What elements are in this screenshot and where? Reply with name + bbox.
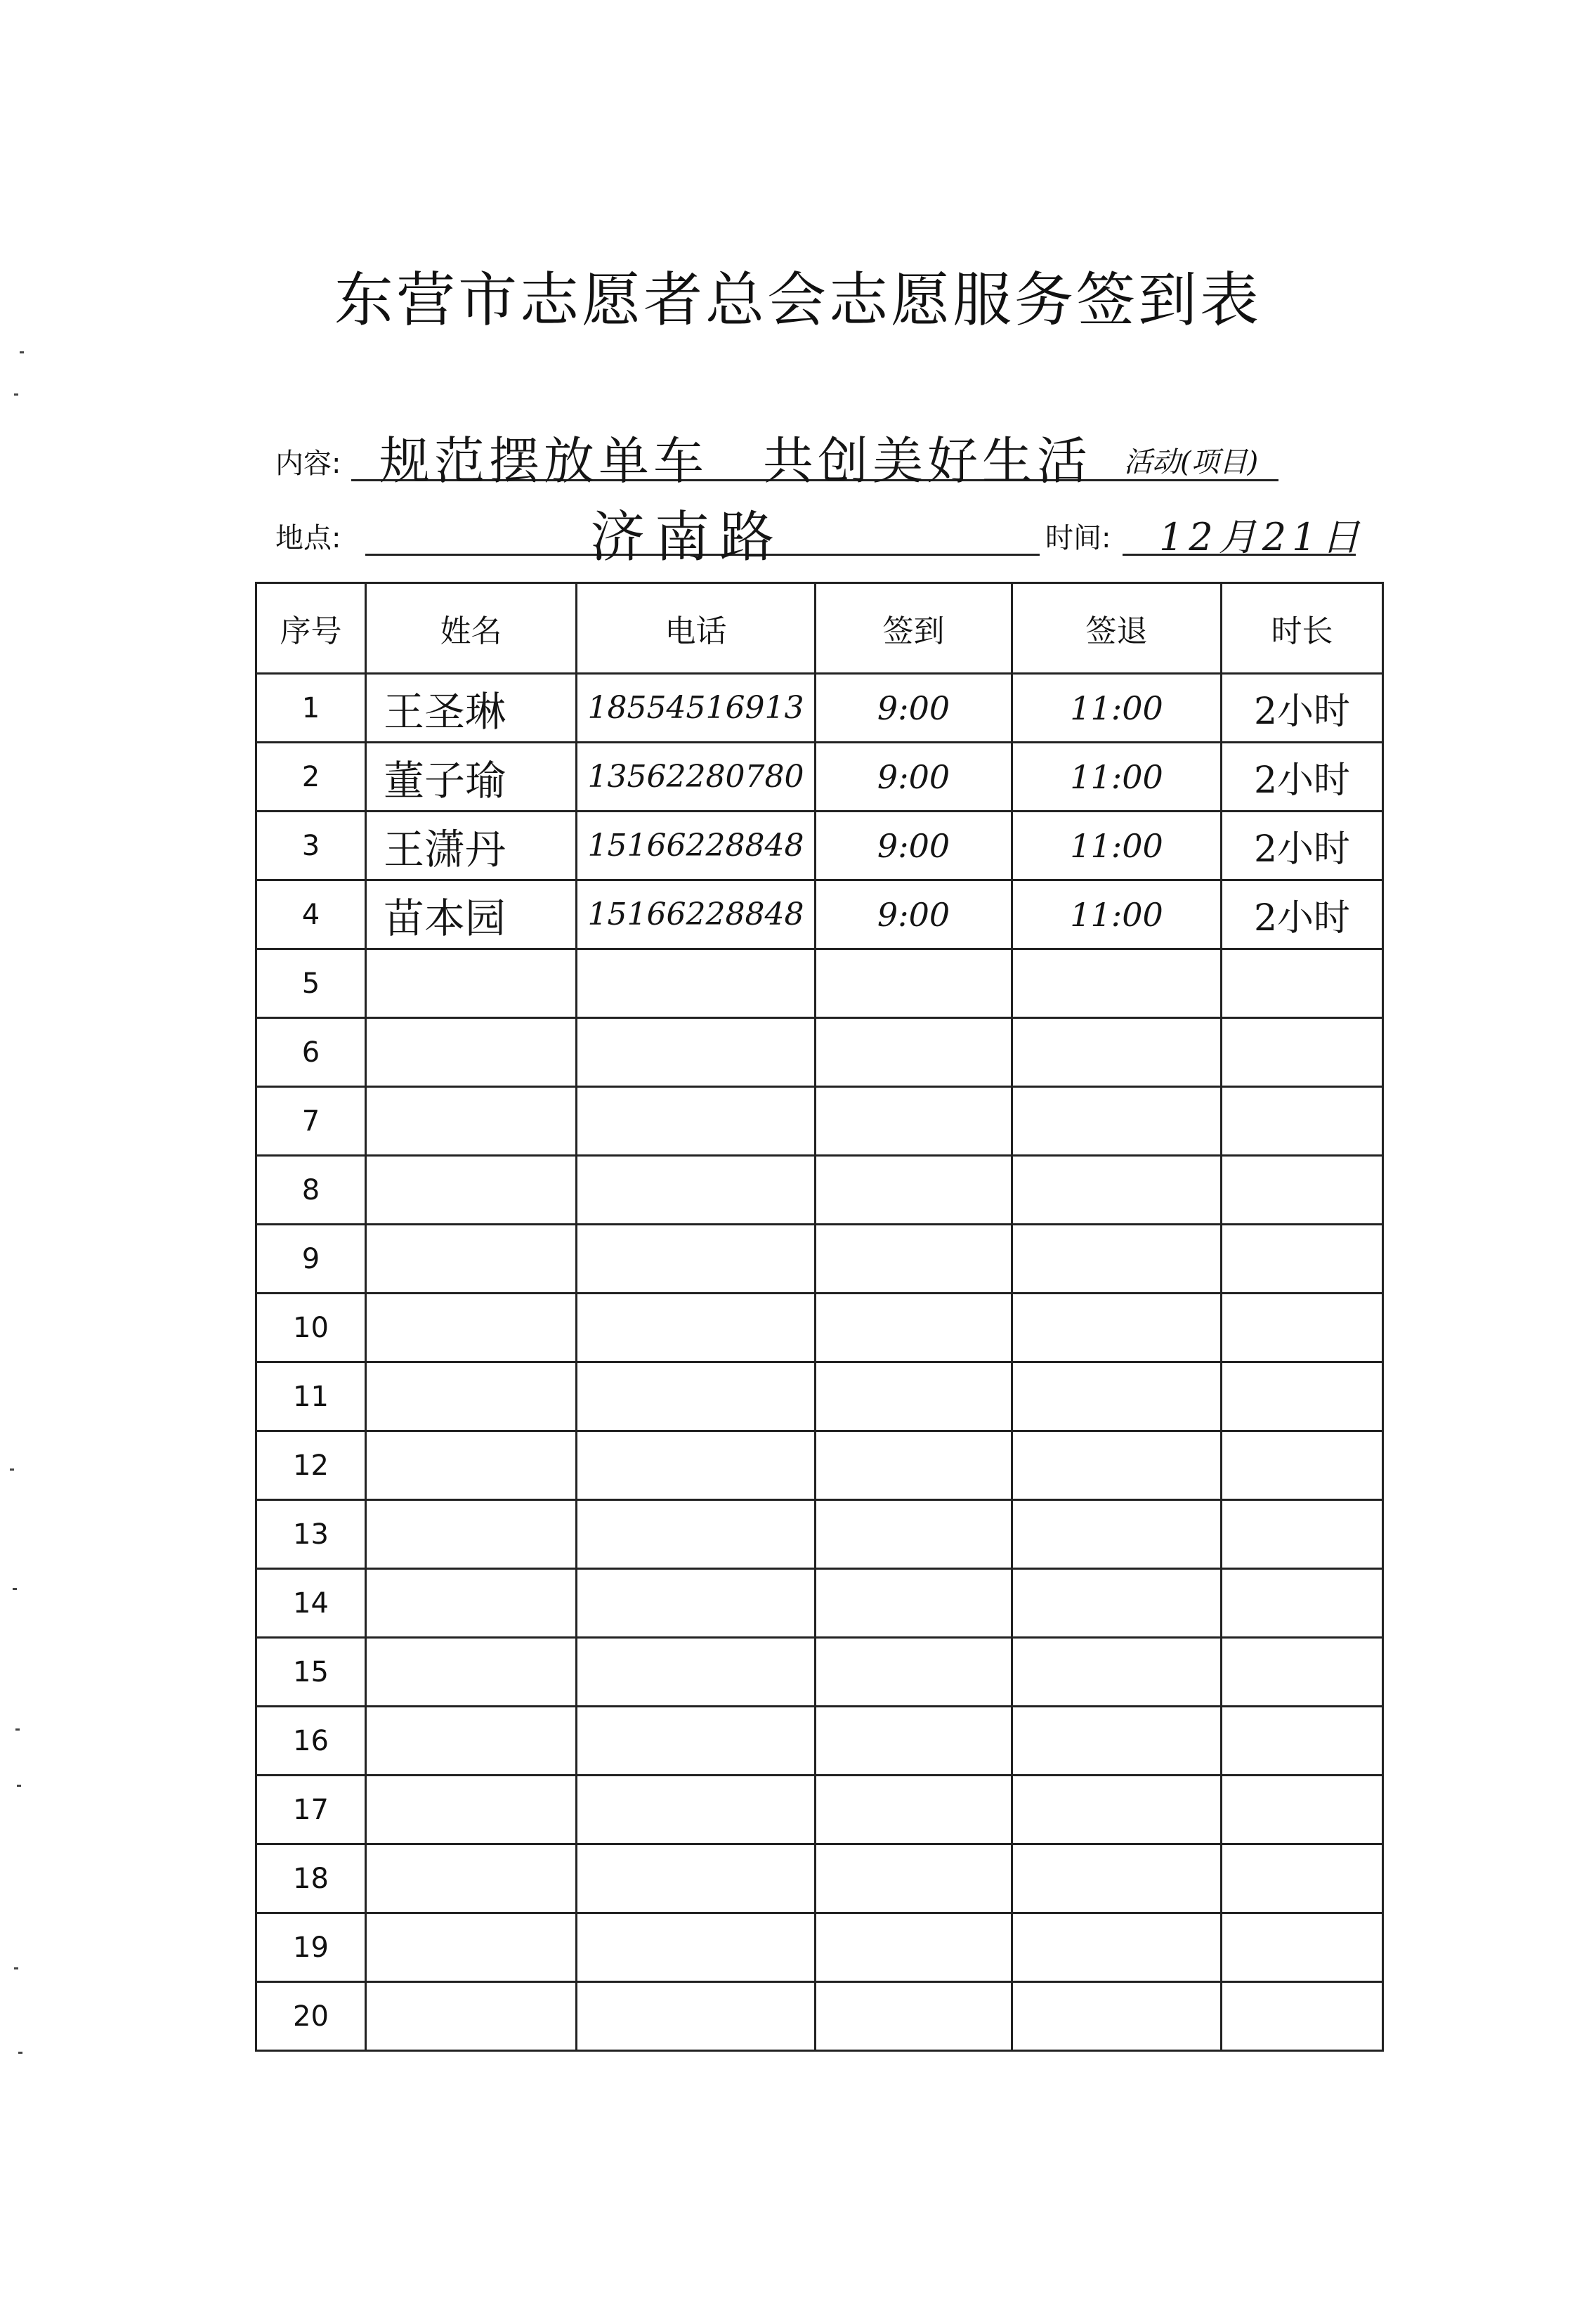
location-handwriting: 济南路 bbox=[590, 506, 785, 569]
cell-sign-in bbox=[816, 1500, 1012, 1569]
cell-phone bbox=[577, 1844, 816, 1913]
cell-seq: 16 bbox=[256, 1707, 366, 1776]
content-handwriting: 规范摆放单车 共创美好生活 bbox=[379, 431, 1092, 490]
cell-sign-in bbox=[816, 949, 1012, 1018]
cell-sign-in bbox=[816, 1294, 1012, 1362]
cell-sign-in bbox=[816, 1569, 1012, 1638]
cell-seq: 3 bbox=[256, 812, 366, 880]
cell-phone bbox=[577, 1982, 816, 2051]
table-row bbox=[256, 1638, 1383, 1707]
cell-seq: 5 bbox=[256, 949, 366, 1018]
cell-sign-in bbox=[816, 1638, 1012, 1707]
cell-phone bbox=[577, 1294, 816, 1362]
cell-seq: 1 bbox=[256, 674, 366, 743]
table-row bbox=[256, 1569, 1383, 1638]
cell-sign-in: 9:00 bbox=[816, 743, 1012, 812]
cell-name: 王圣琳 bbox=[366, 674, 577, 743]
table-row bbox=[256, 1844, 1383, 1913]
cell-phone bbox=[577, 1225, 816, 1294]
cell-sign-out: 11:00 bbox=[1012, 743, 1222, 812]
location-label: 地点: bbox=[275, 522, 341, 554]
cell-duration bbox=[1222, 1087, 1383, 1156]
content-label: 内容: bbox=[275, 448, 341, 480]
cell-name: 董子瑜 bbox=[366, 743, 577, 812]
time-handwriting: 12月21日 bbox=[1159, 515, 1366, 559]
cell-sign-out: 11:00 bbox=[1012, 674, 1222, 743]
cell-sign-in bbox=[816, 1776, 1012, 1844]
cell-sign-out bbox=[1012, 1569, 1222, 1638]
cell-seq: 17 bbox=[256, 1776, 366, 1844]
cell-duration bbox=[1222, 949, 1383, 1018]
cell-sign-out bbox=[1012, 1431, 1222, 1500]
scan-speck bbox=[13, 1588, 17, 1590]
cell-seq: 4 bbox=[256, 880, 366, 949]
cell-name bbox=[366, 1431, 577, 1500]
table-row bbox=[256, 1500, 1383, 1569]
cell-name bbox=[366, 1362, 577, 1431]
cell-seq: 8 bbox=[256, 1156, 366, 1225]
table-row bbox=[256, 743, 1383, 812]
cell-phone bbox=[577, 1087, 816, 1156]
cell-phone bbox=[577, 949, 816, 1018]
cell-sign-in bbox=[816, 1225, 1012, 1294]
cell-name bbox=[366, 1844, 577, 1913]
cell-duration bbox=[1222, 1431, 1383, 1500]
cell-sign-out bbox=[1012, 1707, 1222, 1776]
cell-name bbox=[366, 1569, 577, 1638]
cell-sign-in bbox=[816, 1362, 1012, 1431]
scan-speck bbox=[15, 1728, 20, 1731]
header-duration: 时长 bbox=[1222, 583, 1383, 674]
cell-sign-in bbox=[816, 1982, 1012, 2051]
table-row bbox=[256, 1225, 1383, 1294]
cell-sign-out bbox=[1012, 1225, 1222, 1294]
cell-seq: 10 bbox=[256, 1294, 366, 1362]
cell-phone: 13562280780 bbox=[577, 743, 816, 812]
form-title: 东营市志愿者总会志愿服务签到表 bbox=[334, 266, 1262, 334]
cell-phone bbox=[577, 1362, 816, 1431]
cell-name bbox=[366, 1913, 577, 1982]
cell-phone bbox=[577, 1156, 816, 1225]
cell-name bbox=[366, 1500, 577, 1569]
sign-in-table bbox=[255, 582, 1384, 2052]
cell-duration bbox=[1222, 1844, 1383, 1913]
cell-phone bbox=[577, 1500, 816, 1569]
time-label: 时间: bbox=[1045, 522, 1111, 554]
cell-name bbox=[366, 1294, 577, 1362]
cell-sign-in bbox=[816, 1707, 1012, 1776]
scan-speck bbox=[10, 1468, 14, 1471]
cell-sign-out bbox=[1012, 1018, 1222, 1087]
cell-phone: 15166228848 bbox=[577, 812, 816, 880]
table-row bbox=[256, 1776, 1383, 1844]
cell-duration bbox=[1222, 1018, 1383, 1087]
table-row bbox=[256, 1362, 1383, 1431]
cell-sign-out bbox=[1012, 1362, 1222, 1431]
cell-sign-in bbox=[816, 1844, 1012, 1913]
cell-duration bbox=[1222, 1362, 1383, 1431]
scan-speck bbox=[17, 1785, 21, 1787]
table-row bbox=[256, 674, 1383, 743]
cell-sign-out bbox=[1012, 1087, 1222, 1156]
cell-seq: 2 bbox=[256, 743, 366, 812]
cell-duration: 2小时 bbox=[1222, 812, 1383, 880]
table-row bbox=[256, 1913, 1383, 1982]
cell-name: 苗本园 bbox=[366, 880, 577, 949]
table-row bbox=[256, 1156, 1383, 1225]
table-row bbox=[256, 1294, 1383, 1362]
cell-duration: 2小时 bbox=[1222, 674, 1383, 743]
header-sign-out: 签退 bbox=[1012, 583, 1222, 674]
cell-duration bbox=[1222, 1982, 1383, 2051]
cell-seq: 13 bbox=[256, 1500, 366, 1569]
table-header-row bbox=[256, 583, 1383, 674]
cell-sign-in bbox=[816, 1913, 1012, 1982]
cell-sign-in: 9:00 bbox=[816, 812, 1012, 880]
cell-sign-out bbox=[1012, 1638, 1222, 1707]
table-row bbox=[256, 1431, 1383, 1500]
cell-phone bbox=[577, 1431, 816, 1500]
table-row bbox=[256, 1018, 1383, 1087]
cell-name bbox=[366, 1982, 577, 2051]
cell-sign-in bbox=[816, 1018, 1012, 1087]
cell-duration bbox=[1222, 1913, 1383, 1982]
cell-seq: 7 bbox=[256, 1087, 366, 1156]
cell-duration bbox=[1222, 1776, 1383, 1844]
cell-name: 王潇丹 bbox=[366, 812, 577, 880]
cell-seq: 12 bbox=[256, 1431, 366, 1500]
cell-phone bbox=[577, 1707, 816, 1776]
cell-name bbox=[366, 1707, 577, 1776]
cell-seq: 19 bbox=[256, 1913, 366, 1982]
cell-seq: 14 bbox=[256, 1569, 366, 1638]
cell-seq: 11 bbox=[256, 1362, 366, 1431]
cell-sign-in bbox=[816, 1431, 1012, 1500]
cell-seq: 20 bbox=[256, 1982, 366, 2051]
cell-seq: 18 bbox=[256, 1844, 366, 1913]
cell-sign-in: 9:00 bbox=[816, 674, 1012, 743]
scan-speck bbox=[14, 393, 18, 396]
cell-phone bbox=[577, 1638, 816, 1707]
cell-duration: 2小时 bbox=[1222, 880, 1383, 949]
table-row bbox=[256, 1087, 1383, 1156]
cell-phone bbox=[577, 1776, 816, 1844]
header-name: 姓名 bbox=[366, 583, 577, 674]
cell-sign-in: 9:00 bbox=[816, 880, 1012, 949]
cell-sign-out bbox=[1012, 949, 1222, 1018]
scan-speck bbox=[20, 351, 24, 353]
cell-name bbox=[366, 1087, 577, 1156]
cell-seq: 6 bbox=[256, 1018, 366, 1087]
cell-duration bbox=[1222, 1156, 1383, 1225]
cell-sign-out bbox=[1012, 1156, 1222, 1225]
header-seq: 序号 bbox=[256, 583, 366, 674]
cell-phone: 18554516913 bbox=[577, 674, 816, 743]
cell-sign-out bbox=[1012, 1776, 1222, 1844]
cell-phone: 15166228848 bbox=[577, 880, 816, 949]
cell-duration bbox=[1222, 1707, 1383, 1776]
table-row bbox=[256, 812, 1383, 880]
cell-sign-out: 11:00 bbox=[1012, 880, 1222, 949]
cell-duration bbox=[1222, 1225, 1383, 1294]
cell-phone bbox=[577, 1018, 816, 1087]
cell-name bbox=[366, 1638, 577, 1707]
cell-duration bbox=[1222, 1500, 1383, 1569]
scan-speck bbox=[14, 1967, 18, 1969]
header-sign-in: 签到 bbox=[816, 583, 1012, 674]
cell-sign-out: 11:00 bbox=[1012, 812, 1222, 880]
cell-sign-in bbox=[816, 1156, 1012, 1225]
table-row bbox=[256, 1982, 1383, 2051]
cell-duration: 2小时 bbox=[1222, 743, 1383, 812]
table-row bbox=[256, 1707, 1383, 1776]
table-row bbox=[256, 949, 1383, 1018]
cell-sign-out bbox=[1012, 1844, 1222, 1913]
cell-duration bbox=[1222, 1569, 1383, 1638]
header-phone: 电话 bbox=[577, 583, 816, 674]
cell-sign-in bbox=[816, 1087, 1012, 1156]
cell-seq: 9 bbox=[256, 1225, 366, 1294]
cell-name bbox=[366, 1156, 577, 1225]
cell-phone bbox=[577, 1569, 816, 1638]
table-row bbox=[256, 880, 1383, 949]
cell-name bbox=[366, 1225, 577, 1294]
suffix-underline bbox=[1124, 479, 1278, 481]
cell-seq: 15 bbox=[256, 1638, 366, 1707]
cell-name bbox=[366, 949, 577, 1018]
cell-sign-out bbox=[1012, 1913, 1222, 1982]
cell-name bbox=[366, 1776, 577, 1844]
cell-sign-out bbox=[1012, 1982, 1222, 2051]
cell-duration bbox=[1222, 1294, 1383, 1362]
cell-phone bbox=[577, 1913, 816, 1982]
cell-sign-out bbox=[1012, 1294, 1222, 1362]
cell-duration bbox=[1222, 1638, 1383, 1707]
content-suffix: 活动(项目) bbox=[1124, 446, 1259, 478]
scan-speck bbox=[18, 2052, 22, 2054]
cell-name bbox=[366, 1018, 577, 1087]
cell-sign-out bbox=[1012, 1500, 1222, 1569]
